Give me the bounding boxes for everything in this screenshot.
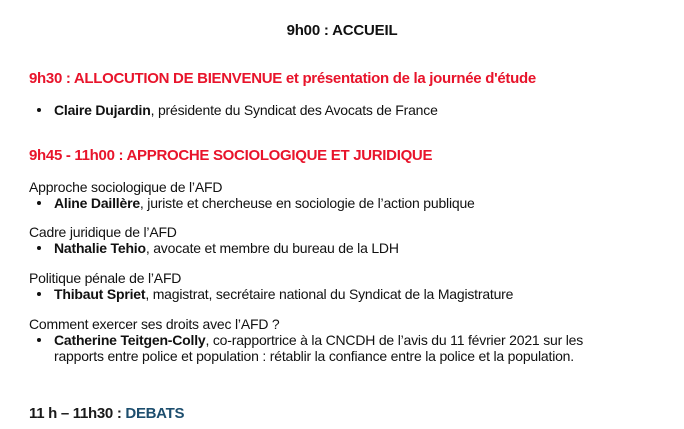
speaker-name: Claire Dujardin — [54, 102, 151, 118]
accueil-heading: 9h00 : ACCUEIL — [286, 22, 398, 39]
list-item — [37, 332, 597, 364]
topic-label: Comment exercer ses droits avec l’AFD ? — [29, 316, 280, 332]
list-item — [37, 195, 657, 211]
bullet-icon — [37, 292, 41, 296]
speaker-name: Catherine Teitgen-Colly — [54, 332, 206, 348]
bullet-icon — [37, 246, 41, 250]
speaker-role: , avocate et membre du bureau de la LDH — [145, 240, 399, 256]
speaker-name: Aline Daillère — [54, 195, 140, 211]
topic-label: Approche sociologique de l’AFD — [29, 179, 223, 195]
debats-label: DEBATS — [125, 405, 185, 422]
speaker-name: Nathalie Tehio — [54, 240, 146, 256]
list-item — [37, 286, 657, 302]
topic-label: Cadre juridique de l’AFD — [29, 224, 177, 240]
bullet-icon — [37, 108, 41, 112]
list-item — [37, 240, 657, 256]
speaker-name: Thibaut Spriet — [54, 286, 146, 302]
list-item — [37, 102, 657, 118]
debats-heading — [29, 405, 184, 422]
bullet-icon — [37, 338, 41, 342]
bullet-icon — [37, 201, 41, 205]
speaker-role: , présidente du Syndicat des Avocats de France — [150, 102, 438, 118]
approche-heading: 9h45 - 11h00 : APPROCHE SOCIOLOGIQUE ET JURIDIQUE — [29, 147, 433, 164]
topic-label: Politique pénale de l’AFD — [29, 270, 182, 286]
debats-time: 11 h – 11h30 : — [29, 405, 126, 422]
speaker-role: , co-rapportrice à la CNCDH de l’avis du 11 février 2021 sur les rapports entre police et population : rétablir la confiance entre la police et la population. — [54, 332, 584, 364]
speaker-role: , magistrat, secrétaire national du Syndicat de la Magistrature — [145, 286, 514, 302]
speaker-role: , juriste et chercheuse en sociologie de l’action publique — [139, 195, 475, 211]
allocution-heading: 9h30 : ALLOCUTION DE BIENVENUE et présentation de la journée d'étude — [29, 70, 536, 87]
